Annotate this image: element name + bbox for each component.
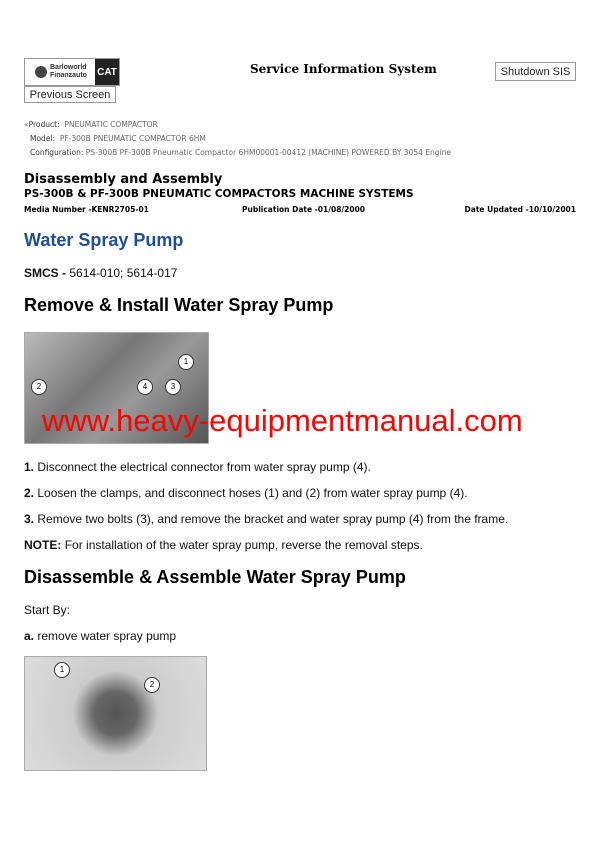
step-text: remove water spray pump: [37, 629, 177, 643]
pump-illustration: [24, 656, 207, 771]
step-letter: a.: [24, 629, 35, 643]
step-text: Loosen the clamps, and disconnect hoses (1) and (2) from water spray pump (4).: [37, 486, 468, 500]
callout-3: 3: [165, 379, 181, 395]
step-number: 2.: [24, 486, 35, 500]
step-1: [24, 460, 371, 474]
smcs-label: SMCS -: [24, 266, 66, 280]
model-value: PF-300B PNEUMATIC COMPACTOR 6HM: [59, 134, 206, 143]
note-label: NOTE:: [24, 538, 62, 552]
step-number: 1.: [24, 460, 35, 474]
barloworld-cat-logo: [24, 58, 120, 86]
model-label: Model:: [30, 134, 56, 143]
smcs-line: [24, 266, 177, 280]
page-title: Water Spray Pump: [24, 230, 184, 250]
doc-subtitle: PS-300B & PF-300B PNEUMATIC COMPACTORS MACHINE SYSTEMS: [24, 188, 414, 200]
callout-2: 2: [144, 677, 160, 693]
page-header-title: Service Information System: [250, 62, 437, 76]
note-text: For installation of the water spray pump, reverse the removal steps.: [64, 538, 423, 552]
shutdown-sis-button[interactable]: Shutdown SIS: [495, 62, 576, 81]
callout-1: 1: [54, 662, 70, 678]
smcs-value: 5614-010; 5614-017: [69, 266, 178, 280]
step-3: [24, 512, 508, 526]
configuration-line: [30, 148, 451, 157]
logo-text: Finanzauto: [50, 72, 87, 79]
step-text: Remove two bolts (3), and remove the bracket and water spray pump (4) from the frame.: [37, 512, 509, 526]
model-line: [30, 134, 206, 143]
product-label: Product:: [28, 120, 60, 129]
note: [24, 538, 423, 552]
configuration-label: Configuration:: [30, 148, 84, 157]
logo-text: Barloworld: [50, 64, 87, 71]
remove-install-heading: Remove & Install Water Spray Pump: [24, 295, 334, 315]
callout-4: 4: [137, 379, 153, 395]
cat-logo: CAT: [95, 59, 119, 85]
date-updated: Date Updated -10/10/2001: [464, 205, 576, 214]
globe-icon: [35, 66, 47, 78]
step-text: Disconnect the electrical connector from water spray pump (4).: [37, 460, 371, 474]
disassemble-heading: Disassemble & Assemble Water Spray Pump: [24, 567, 406, 587]
media-number: Media Number -KENR2705-01: [24, 205, 149, 214]
callout-2: 2: [31, 379, 47, 395]
callout-1: 1: [178, 354, 194, 370]
product-line: «Product: PNEUMATIC COMPACTOR: [24, 120, 158, 129]
doc-category: Disassembly and Assembly: [24, 172, 223, 187]
start-by-step: [24, 629, 176, 643]
step-2: [24, 486, 468, 500]
watermark: www.heavy-equipmentmanual.com: [42, 403, 523, 438]
start-by: Start By:: [24, 603, 71, 617]
previous-screen-button[interactable]: Previous Screen: [24, 86, 116, 103]
configuration-value: PS-300B PF-300B Pneumatic Compactor 6HM00001-00412 (MACHINE) POWERED BY 3054 Engine: [85, 148, 451, 157]
step-number: 3.: [24, 512, 35, 526]
publication-date: Publication Date -01/08/2000: [242, 205, 366, 214]
product-value: PNEUMATIC COMPACTOR: [64, 120, 158, 129]
